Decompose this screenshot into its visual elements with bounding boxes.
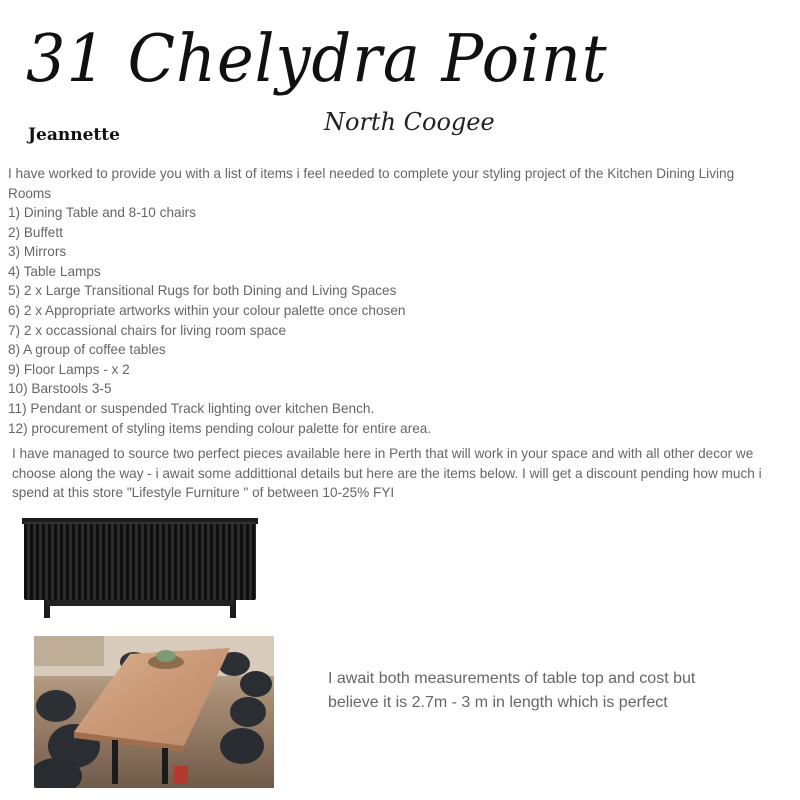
list-item: 11) Pendant or suspended Track lighting over kitchen Bench. [8,400,375,416]
buffet-body [24,522,256,600]
dining-table-image [34,636,274,788]
sourcing-note: I have managed to source two perfect pieces available here in Perth that will work in your space and with all other decor we choose along the way - i await some addittional details but here are the items below. I will get a discount pending how much i spend at this store "Lifestyle Furniture " of between 10-25% FYI [12,446,762,501]
list-item: 8) A group of coffee tables [8,342,166,358]
intro-text: I have worked to provide you with a list of items i feel needed to complete your styling project of the Kitchen Dining Living Rooms [8,166,735,201]
buffet-base [46,600,234,606]
table-caption: I await both measurements of table top and cost but believe it is 2.7m - 3 m in length which is perfect [328,670,696,711]
list-item: 1) Dining Table and 8-10 chairs [8,205,196,220]
list-item: 7) 2 x occassional chairs for living room space [8,322,287,338]
list-item: 6) 2 x Appropriate artworks within your colour palette once chosen [8,302,406,318]
list-item: 5) 2 x Large Transitional Rugs for both Dining and Living Spaces [8,283,397,299]
dining-table-illustration [34,636,274,788]
item-list [8,203,768,438]
page-subtitle: North Coogee [324,108,495,136]
list-item: 4) Table Lamps [8,263,101,279]
page-title: 31 Chelydra Point [26,20,608,97]
list-item: 3) Mirrors [8,244,67,260]
author-name: Jeannette [28,125,120,145]
buffet-image [20,518,260,620]
list-item: 12) procurement of styling items pending colour palette for entire area. [8,420,432,436]
list-item: 2) Buffett [8,224,63,240]
list-item: 9) Floor Lamps - x 2 [8,361,130,377]
list-item: 10) Barstools 3-5 [8,381,112,397]
